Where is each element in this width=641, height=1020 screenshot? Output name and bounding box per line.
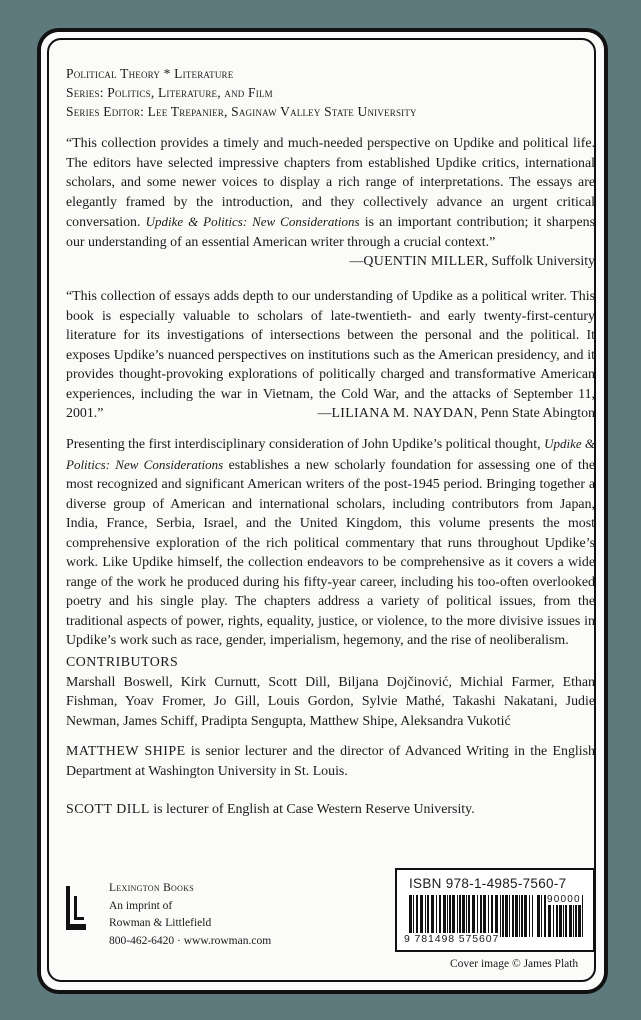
book-description: Presenting the first interdisciplinary consideration of John Updike’s political thought, Updike & Politics: New Considerations establishes a new scholarly foundation for assessing one of the most recognized and significant American writers of the post-1945 period. Bringing together a diverse group of American and international scholars, including contributors from Japan, India, France, Serbia, Israel, and the United Kingdom, this volume presents the most comprehensive exploration of the rich political commentary that runs throughout Updike’s work. Like Updike himself, the collection endeavors to be comprehensive as it covers a wide range of the work he produced during his fifty-year career, including his too-often overlooked poetry and his single play. The chapters address a variety of political issues, from the traditional aspects of power, rights, equality, justice, or violence, to the more divisive issues in Updike’s work such as race, gender, imperialism, hegemony, and the rise of neoliberalism.: [66, 436, 595, 648]
reviewer-name: LILIANA M. NAYDAN: [331, 406, 474, 421]
review-quote-1: “This collection provides a timely and much-needed perspective on Updike and political life. The editors have selected impressive chapters from established Updike critics, international scholars, and some newer voices to display a rich range of interpretations. The essays are elegantly framed by the introduction, and they collectively advance an urgent critical conversation. Updike & Politics: New Considerations is an important contribution; it sharpens our understanding of an essential American writer through a crucial context.” —QUENTIN MILLER, Suffolk University: [66, 134, 595, 272]
barcode-bar: [495, 895, 498, 937]
barcode-bar: [500, 895, 501, 937]
barcode-bar: [427, 895, 429, 937]
barcode-bar: [431, 895, 434, 937]
barcode-bar: [488, 895, 489, 937]
barcode-bar: [505, 895, 508, 937]
barcode-bars: [409, 895, 533, 937]
barcode-bar: [420, 895, 423, 937]
isbn-number: ISBN 978-1-4985-7560-7: [409, 876, 567, 891]
barcode-bar: [443, 895, 446, 937]
publisher-contact: 800-462-6420 · www.rowman.com: [109, 934, 272, 947]
series-line-1: Political Theory * Literature: [66, 66, 234, 81]
contributors-list: Marshall Boswell, Kirk Curnutt, Scott Dill, Biljana Dojčinović, Michial Farmer, Ethan Fishman, Yoav Fromer, Jo Gill, Louis Gordon, Sylvie Mathé, Takashi Nakatani, Judie Newman, James Schiff, Pradipta Sengupta, Matthew Shipe, Aleksandra Vukotić: [66, 674, 595, 729]
barcode-bar: [409, 895, 412, 937]
barcode-bar: [413, 895, 414, 937]
barcode-bar: [544, 895, 546, 937]
barcode-bar: [425, 895, 426, 937]
barcode-bar: [416, 895, 418, 937]
barcode-bar: [521, 895, 523, 937]
barcode-bar: [447, 895, 448, 937]
barcode-bar: [480, 895, 482, 937]
barcode-bar: [477, 895, 478, 937]
publisher-name: Lexington Books: [109, 882, 195, 894]
editor-name: SCOTT DILL: [66, 802, 150, 817]
barcode-bar: [491, 895, 493, 937]
barcode-bar: [532, 895, 533, 937]
editor-bio-2: SCOTT DILL is lecturer of English at Case Western Reserve University.: [66, 802, 475, 817]
barcode-bar: [457, 895, 458, 937]
series-line-3: Series Editor: Lee Trepanier, Saginaw Valley State University: [66, 104, 417, 119]
barcode-bar: [509, 895, 510, 937]
publisher-text: [109, 880, 271, 950]
isbn-barcode: [395, 868, 595, 952]
barcode-bar: [436, 895, 437, 937]
review-quote-2: “This collection of essays adds depth to our understanding of Updike as a political writer. This book is especially valuable to scholars of late-twentieth- and early twenty-first-century literature for its investigations of intersections between the personal and the political. It exposes Updike’s nuanced perspectives on institutions such as the American presidency, and it provides thought-provoking explorations of politically charged and transformative American experiences, including the war in Vietnam, the Cold War, and the attacks of September 11, 2001.” —LILIANA M. NAYDAN, Penn State Abington: [66, 287, 595, 424]
barcode-addon-number: 90000: [547, 894, 581, 905]
lexington-logo-icon: [66, 886, 86, 930]
barcode-bar: [459, 895, 461, 937]
editor-name: MATTHEW SHIPE: [66, 744, 186, 759]
barcode-digits: 9 781498 575607: [404, 933, 500, 945]
barcode-bar: [512, 895, 514, 937]
barcode-bar: [537, 895, 540, 937]
barcode-bar: [529, 895, 530, 937]
barcode-bar: [466, 895, 467, 937]
publisher-imprint: An imprint of: [109, 899, 173, 912]
barcode-bar: [452, 895, 455, 937]
editor-bio-1: MATTHEW SHIPE is senior lecturer and the director of Advanced Writing in the English Department at Washington University in St. Louis.: [66, 744, 595, 779]
barcode-bar: [519, 895, 520, 937]
series-line-2: Series: Politics, Literature, and Film: [66, 85, 273, 100]
barcode-bar: [462, 895, 465, 937]
series-info: [66, 64, 596, 121]
barcode-bar: [582, 895, 583, 937]
review-2-attribution: —LILIANA M. NAYDAN, Penn State Abington: [317, 406, 595, 421]
barcode-bar: [524, 895, 527, 937]
barcode-bar: [502, 895, 504, 937]
reviewer-name: QUENTIN MILLER: [363, 254, 485, 269]
barcode-bar: [439, 895, 441, 937]
cover-credit: Cover image © James Plath: [450, 958, 579, 970]
contributors-section: [66, 653, 595, 731]
contributors-heading: CONTRIBUTORS: [66, 655, 179, 670]
publisher-block: [66, 880, 326, 950]
review-1-attribution: —QUENTIN MILLER, Suffolk University: [349, 254, 595, 269]
barcode-bar: [472, 895, 475, 937]
barcode-bar: [541, 895, 542, 937]
barcode-bar: [468, 895, 470, 937]
publisher-parent: Rowman & Littlefield: [109, 917, 212, 929]
barcode-bar: [449, 895, 451, 937]
barcode-bar: [483, 895, 486, 937]
barcode-bar: [515, 895, 518, 937]
